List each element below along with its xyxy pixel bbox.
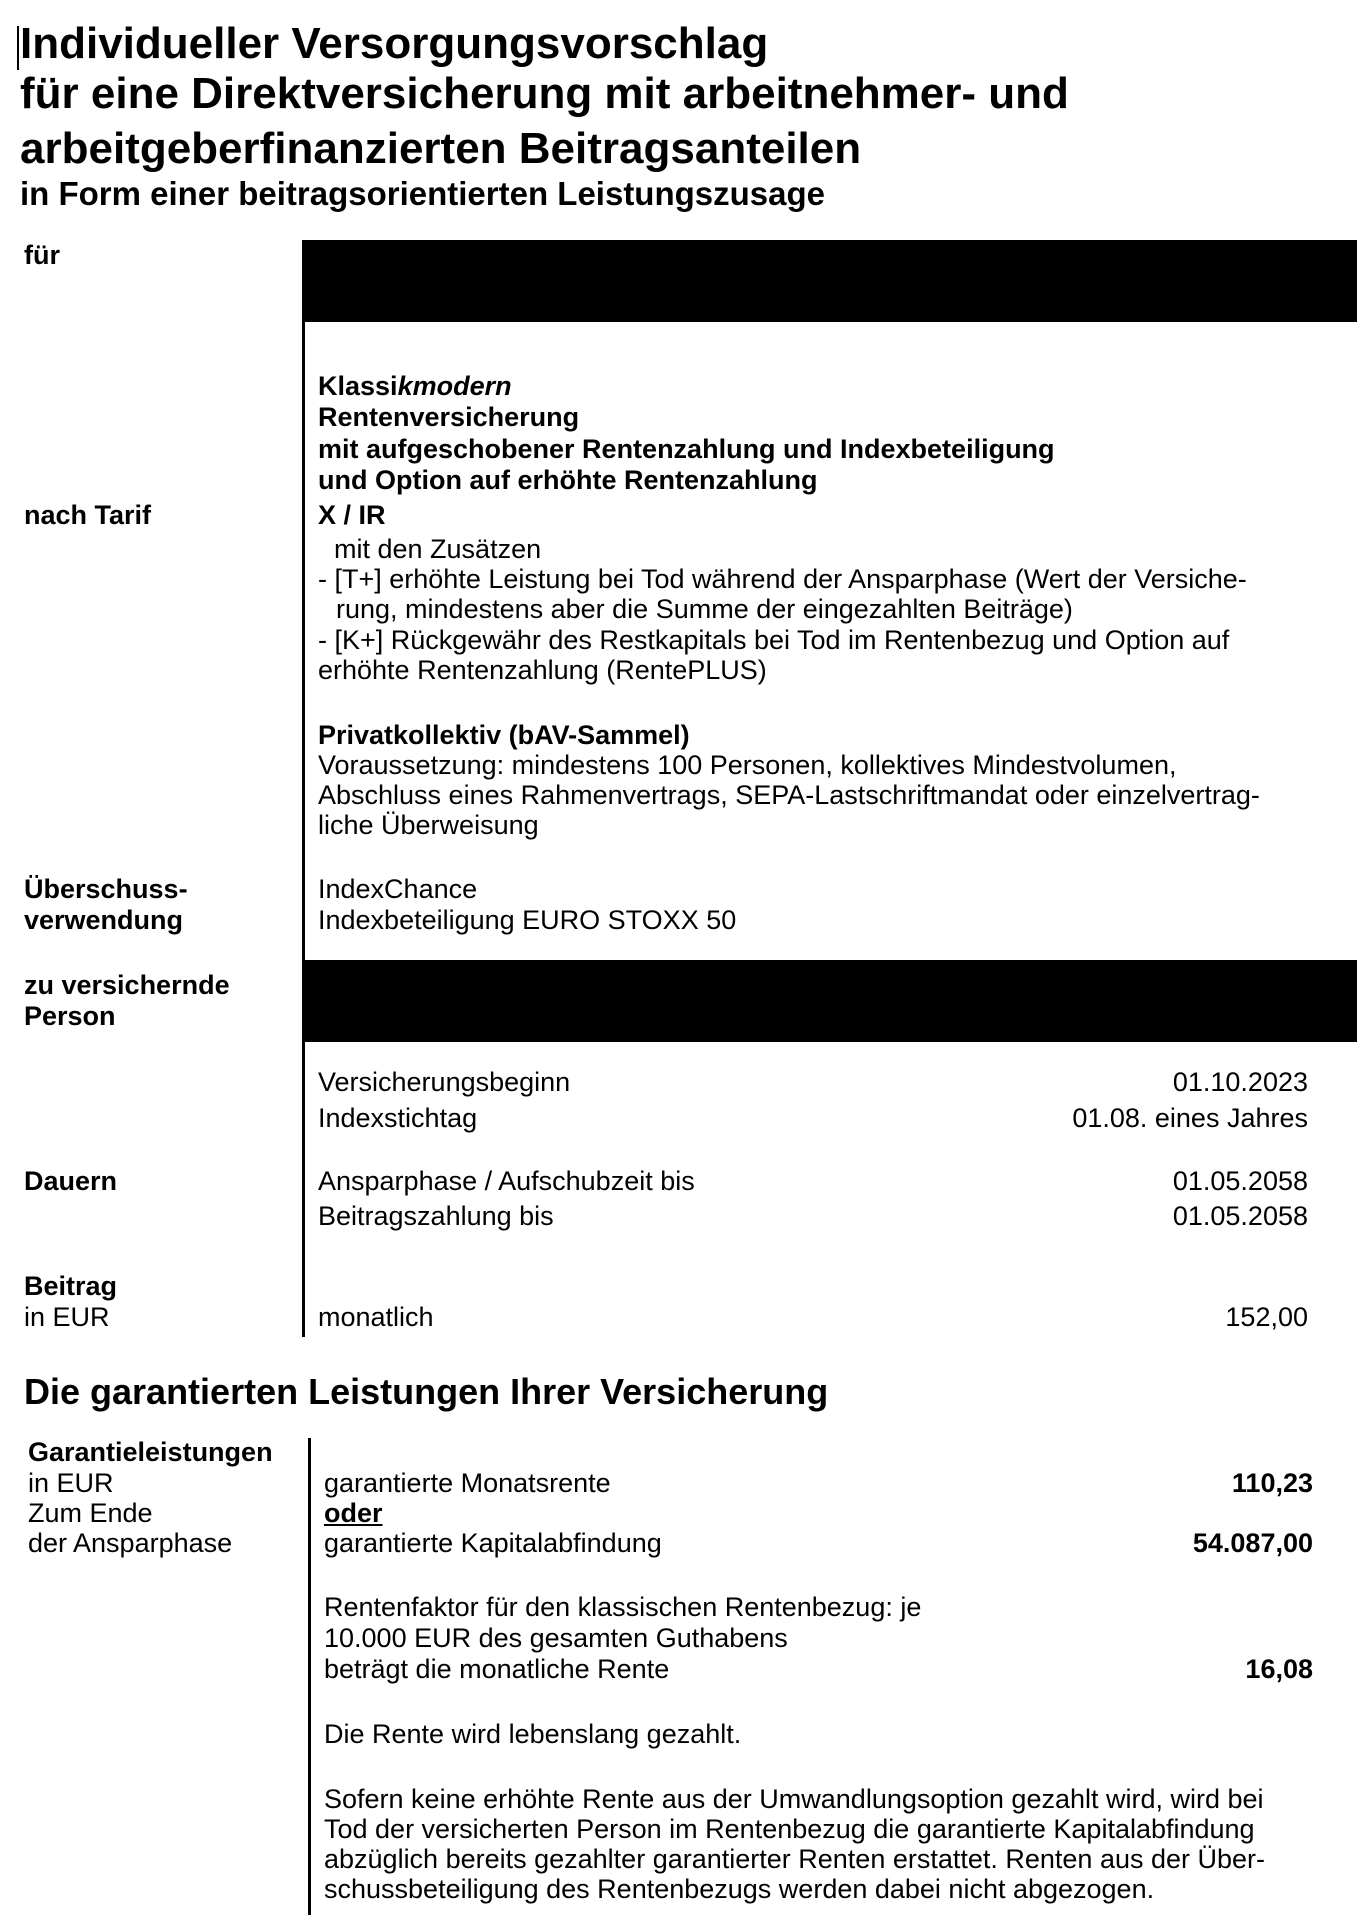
garantie-column-divider	[308, 1438, 311, 1915]
garantie-label-3: Zum Ende	[28, 1498, 153, 1528]
document-title-line-1: Individueller Versorgungsvorschlag	[20, 19, 769, 68]
kollektiv-line-1: Voraussetzung: mindestens 100 Personen, kollektives Mindestvolumen,	[318, 750, 1177, 780]
rentenfaktor-line-2: 10.000 EUR des gesamten Guthabens	[324, 1623, 788, 1653]
label-dauern: Dauern	[24, 1166, 118, 1196]
indexstichtag-label: Indexstichtag	[318, 1103, 478, 1133]
tarif-line-4: und Option auf erhöhte Rentenzahlung	[318, 465, 818, 495]
kollektiv-line-2: Abschluss eines Rahmenvertrags, SEPA-Lastschriftmandat oder einzelvertrag-	[318, 780, 1260, 810]
rentenfaktor-value: 16,08	[1245, 1654, 1313, 1684]
indexstichtag-value: 01.08. eines Jahres	[1072, 1103, 1308, 1133]
beitragszahlung-value: 01.05.2058	[1172, 1201, 1308, 1231]
document-title-line-2: für eine Direktversicherung mit arbeitnehmer- und	[20, 69, 1069, 118]
tarif-code: X / IR	[318, 500, 386, 530]
lebenslang-note: Die Rente wird lebenslang gezahlt.	[324, 1719, 742, 1749]
beitragszahlung-label: Beitragszahlung bis	[318, 1201, 554, 1231]
versicherungsbeginn-value: 01.10.2023	[1172, 1067, 1308, 1097]
monatsrente-value: 110,23	[1231, 1468, 1313, 1498]
section-title-garantie: Die garantierten Leistungen Ihrer Versicherung	[24, 1371, 829, 1412]
ueberschuss-line-1: IndexChance	[318, 874, 478, 904]
label-fuer: für	[24, 240, 60, 270]
tarif-line-2: Rentenversicherung	[318, 402, 580, 432]
hinweis-line-2: Tod der versicherten Person im Rentenbezug die garantierte Kapitalabfindung	[324, 1814, 1255, 1844]
ansparphase-label: Ansparphase / Aufschubzeit bis	[318, 1166, 695, 1196]
document-title-line-3: arbeitgeberfinanzierten Beitragsanteilen	[20, 124, 862, 173]
label-ueberschuss-1: Überschuss-	[24, 874, 188, 904]
label-beitrag-2: in EUR	[24, 1302, 110, 1332]
label-ueberschuss-2: verwendung	[24, 905, 184, 935]
rentenfaktor-line-3: beträgt die monatliche Rente	[324, 1654, 670, 1684]
garantie-label-4: der Ansparphase	[28, 1528, 233, 1558]
oder-connector: oder	[324, 1498, 383, 1528]
ueberschuss-line-2: Indexbeteiligung EURO STOXX 50	[318, 905, 737, 935]
rentenfaktor-line-1: Rentenfaktor für den klassischen Rentenbezug: je	[324, 1592, 922, 1622]
garantie-label-2: in EUR	[28, 1468, 114, 1498]
tarif-name: Klassikmodern	[318, 371, 512, 401]
redacted-recipient-block	[305, 240, 1357, 322]
kapitalabfindung-value: 54.087,00	[1192, 1528, 1313, 1558]
garantie-label-1: Garantieleistungen	[28, 1437, 273, 1467]
hinweis-line-4: schussbeteiligung des Rentenbezugs werden dabei nicht abgezogen.	[324, 1874, 1155, 1904]
text-cursor	[17, 26, 19, 70]
hinweis-line-3: abzüglich bereits gezahlter garantierter Renten erstattet. Renten aus der Über-	[324, 1844, 1266, 1874]
redacted-person-block	[305, 960, 1357, 1042]
tarif-zusaetze-intro: mit den Zusätzen	[334, 534, 542, 564]
label-person-1: zu versichernde	[24, 970, 230, 1000]
tarif-zusatz-1a: - [T+] erhöhte Leistung bei Tod während der Ansparphase (Wert der Versiche-	[318, 564, 1247, 594]
label-person-2: Person	[24, 1001, 116, 1031]
tarif-line-3: mit aufgeschobener Rentenzahlung und Indexbeteiligung	[318, 434, 1055, 464]
kapitalabfindung-label: garantierte Kapitalabfindung	[324, 1528, 662, 1558]
tarif-zusatz-2b: erhöhte Rentenzahlung (RentePLUS)	[318, 655, 767, 685]
tarif-zusatz-1b: rung, mindestens aber die Summe der eingezahlten Beiträge)	[336, 594, 1073, 624]
ansparphase-value: 01.05.2058	[1172, 1166, 1308, 1196]
document-subtitle: in Form einer beitragsorientierten Leistungszusage	[20, 175, 826, 212]
monatsrente-label: garantierte Monatsrente	[324, 1468, 611, 1498]
beitrag-value: 152,00	[1225, 1302, 1308, 1332]
kollektiv-title: Privatkollektiv (bAV-Sammel)	[318, 720, 690, 750]
kollektiv-line-3: liche Überweisung	[318, 810, 539, 840]
beitrag-label: monatlich	[318, 1302, 434, 1332]
label-beitrag-1: Beitrag	[24, 1271, 118, 1301]
tarif-zusatz-2a: - [K+] Rückgewähr des Restkapitals bei Tod im Rentenbezug und Option auf	[318, 625, 1230, 655]
label-nach-tarif: nach Tarif	[24, 500, 152, 530]
versicherungsbeginn-label: Versicherungsbeginn	[318, 1067, 571, 1097]
column-divider	[302, 240, 305, 1337]
hinweis-line-1: Sofern keine erhöhte Rente aus der Umwandlungsoption gezahlt wird, wird bei	[324, 1784, 1264, 1814]
